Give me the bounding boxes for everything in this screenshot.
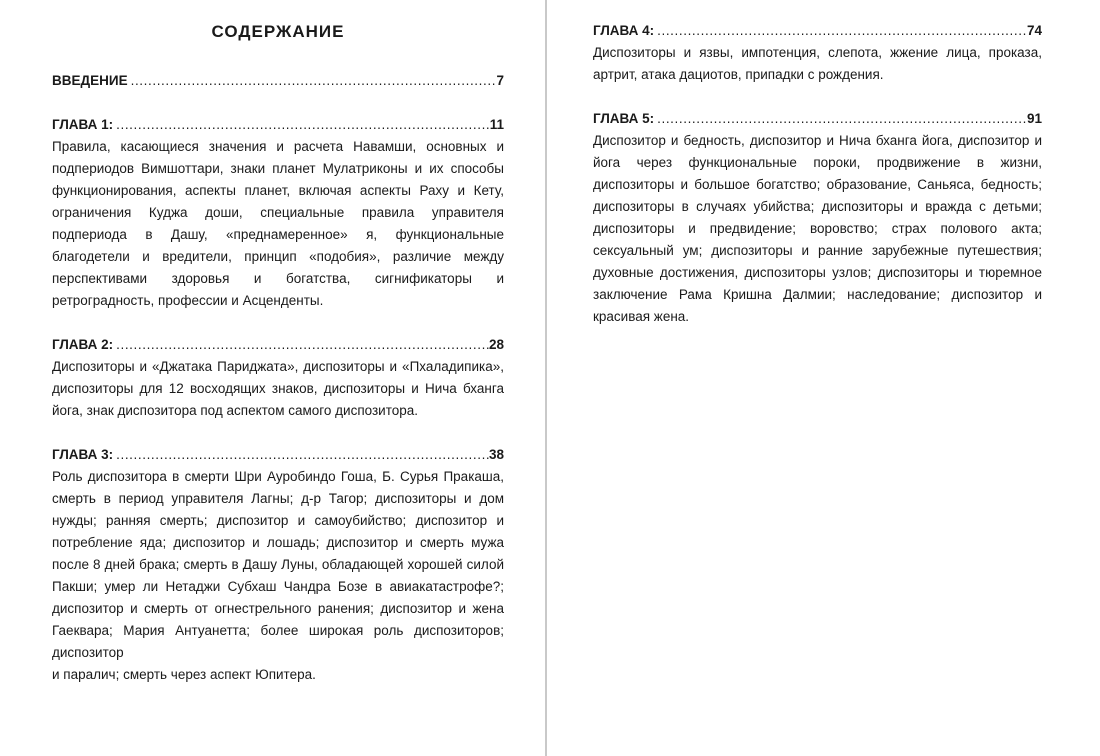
- right-page: [548, 0, 1100, 756]
- toc-entry-description: Диспозиторы и язвы, импотенция, слепота, жжение лица, проказа, артрит, атака дациотов, припадки с рождения.: [593, 45, 1042, 82]
- toc-page-number: 91: [1026, 111, 1042, 126]
- toc-entry-description-tail: и паралич; смерть через аспект Юпитера.: [52, 667, 316, 682]
- toc-entry-heading[interactable]: [593, 20, 1042, 42]
- toc-entry-label: ГЛАВА 3:: [52, 447, 114, 462]
- toc-leader-dots: [113, 334, 489, 356]
- toc-entry-heading[interactable]: [52, 114, 504, 136]
- toc-entry-label: ГЛАВА 4:: [593, 23, 655, 38]
- toc-entry-heading[interactable]: [52, 444, 504, 466]
- page-gutter: [545, 0, 547, 756]
- toc-page-number: 28: [488, 337, 504, 352]
- toc-leader-dots: [654, 108, 1027, 130]
- toc-entry-chapter-3[interactable]: [52, 444, 504, 686]
- toc-title: СОДЕРЖАНИЕ: [211, 22, 345, 41]
- left-page: [0, 0, 546, 756]
- toc-leader-dots: [654, 20, 1027, 42]
- toc-entry-label: ГЛАВА 2:: [52, 337, 114, 352]
- toc-page-number: 11: [489, 117, 504, 132]
- toc-entry-introduction[interactable]: [52, 70, 504, 92]
- toc-page-number: 7: [496, 73, 504, 88]
- toc-entry-description: Правила, касающиеся значения и расчета Навамши, основных и подпериодов Вимшоттари, знаки планет Мулатриконы и их способы функционирования, аспекты планет, включая аспекты Раху и Кету, ограничения Куджа доши, специальные правила управителя подпериода в Дашу, «преднамеренное» я, функциональные благодетели и вредители, принцип «подобия», различие между перспективами здоровья и богатства, сигнификаторы и ретроградность, профессии и Асценденты.: [52, 139, 504, 308]
- toc-leader-dots: [113, 114, 490, 136]
- toc-entry-chapter-2[interactable]: [52, 334, 504, 422]
- toc-entry-description: Роль диспозитора в смерти Шри Ауробиндо Гоша, Б. Сурья Пракаша, смерть в период управителя Лагны; д-р Тагор; диспозиторы и дом нужды; ранняя смерть; диспозитор и самоубийство; диспозитор и потребление яда; диспозитор и лошадь; диспозитор и смерть мужа после 8 дней брака; смерть в Дашу Луны, обладающей хорошей силой Пакши; умер ли Нетаджи Субхаш Чандра Бозе в авиакатастрофе?; диспозитор и смерть от огнестрельного ранения; диспозитор и жена Гаеквара; Мария Антуанетта; более широкая роль диспозиторов; диспозитор: [52, 469, 504, 660]
- toc-entry-chapter-4[interactable]: [593, 20, 1042, 86]
- toc-entry-heading[interactable]: [52, 334, 504, 356]
- toc-entry-description: Диспозитор и бедность, диспозитор и Нича бханга йога, диспозитор и йога через функциональные пороки, продвижение в жизни, диспозиторы и большое богатство; образование, Саньяса, бедность; диспозиторы в случаях убийства; диспозиторы и вражда с детьми; диспозиторы и предвидение; воровство; страх полового акта; сексуальный ум; диспозиторы и ранние зарубежные путешествия; духовные достижения, диспозиторы узлов; диспозиторы и тюремное заключение Рама Кришна Далмии; наследование; диспозитор и красивая жена.: [593, 133, 1042, 324]
- toc-page-number: 74: [1026, 23, 1042, 38]
- toc-entry-heading[interactable]: [593, 108, 1042, 130]
- toc-page-number: 38: [488, 447, 504, 462]
- toc-entry-chapter-5[interactable]: [593, 108, 1042, 328]
- toc-leader-dots: [113, 444, 489, 466]
- toc-entry-heading[interactable]: [52, 70, 504, 92]
- toc-entry-label: ГЛАВА 5:: [593, 111, 655, 126]
- toc-entry-label: ВВЕДЕНИЕ: [52, 73, 128, 88]
- toc-entry-description: Диспозиторы и «Джатака Париджата», диспозиторы и «Пхаладипика», диспозиторы для 12 восходящих знаков, диспозиторы и Нича бханга йога, знак диспозитора под аспектом самого диспозитора.: [52, 359, 504, 418]
- toc-entry-chapter-1[interactable]: [52, 114, 504, 312]
- toc-entry-label: ГЛАВА 1:: [52, 117, 114, 132]
- toc-leader-dots: [128, 70, 497, 92]
